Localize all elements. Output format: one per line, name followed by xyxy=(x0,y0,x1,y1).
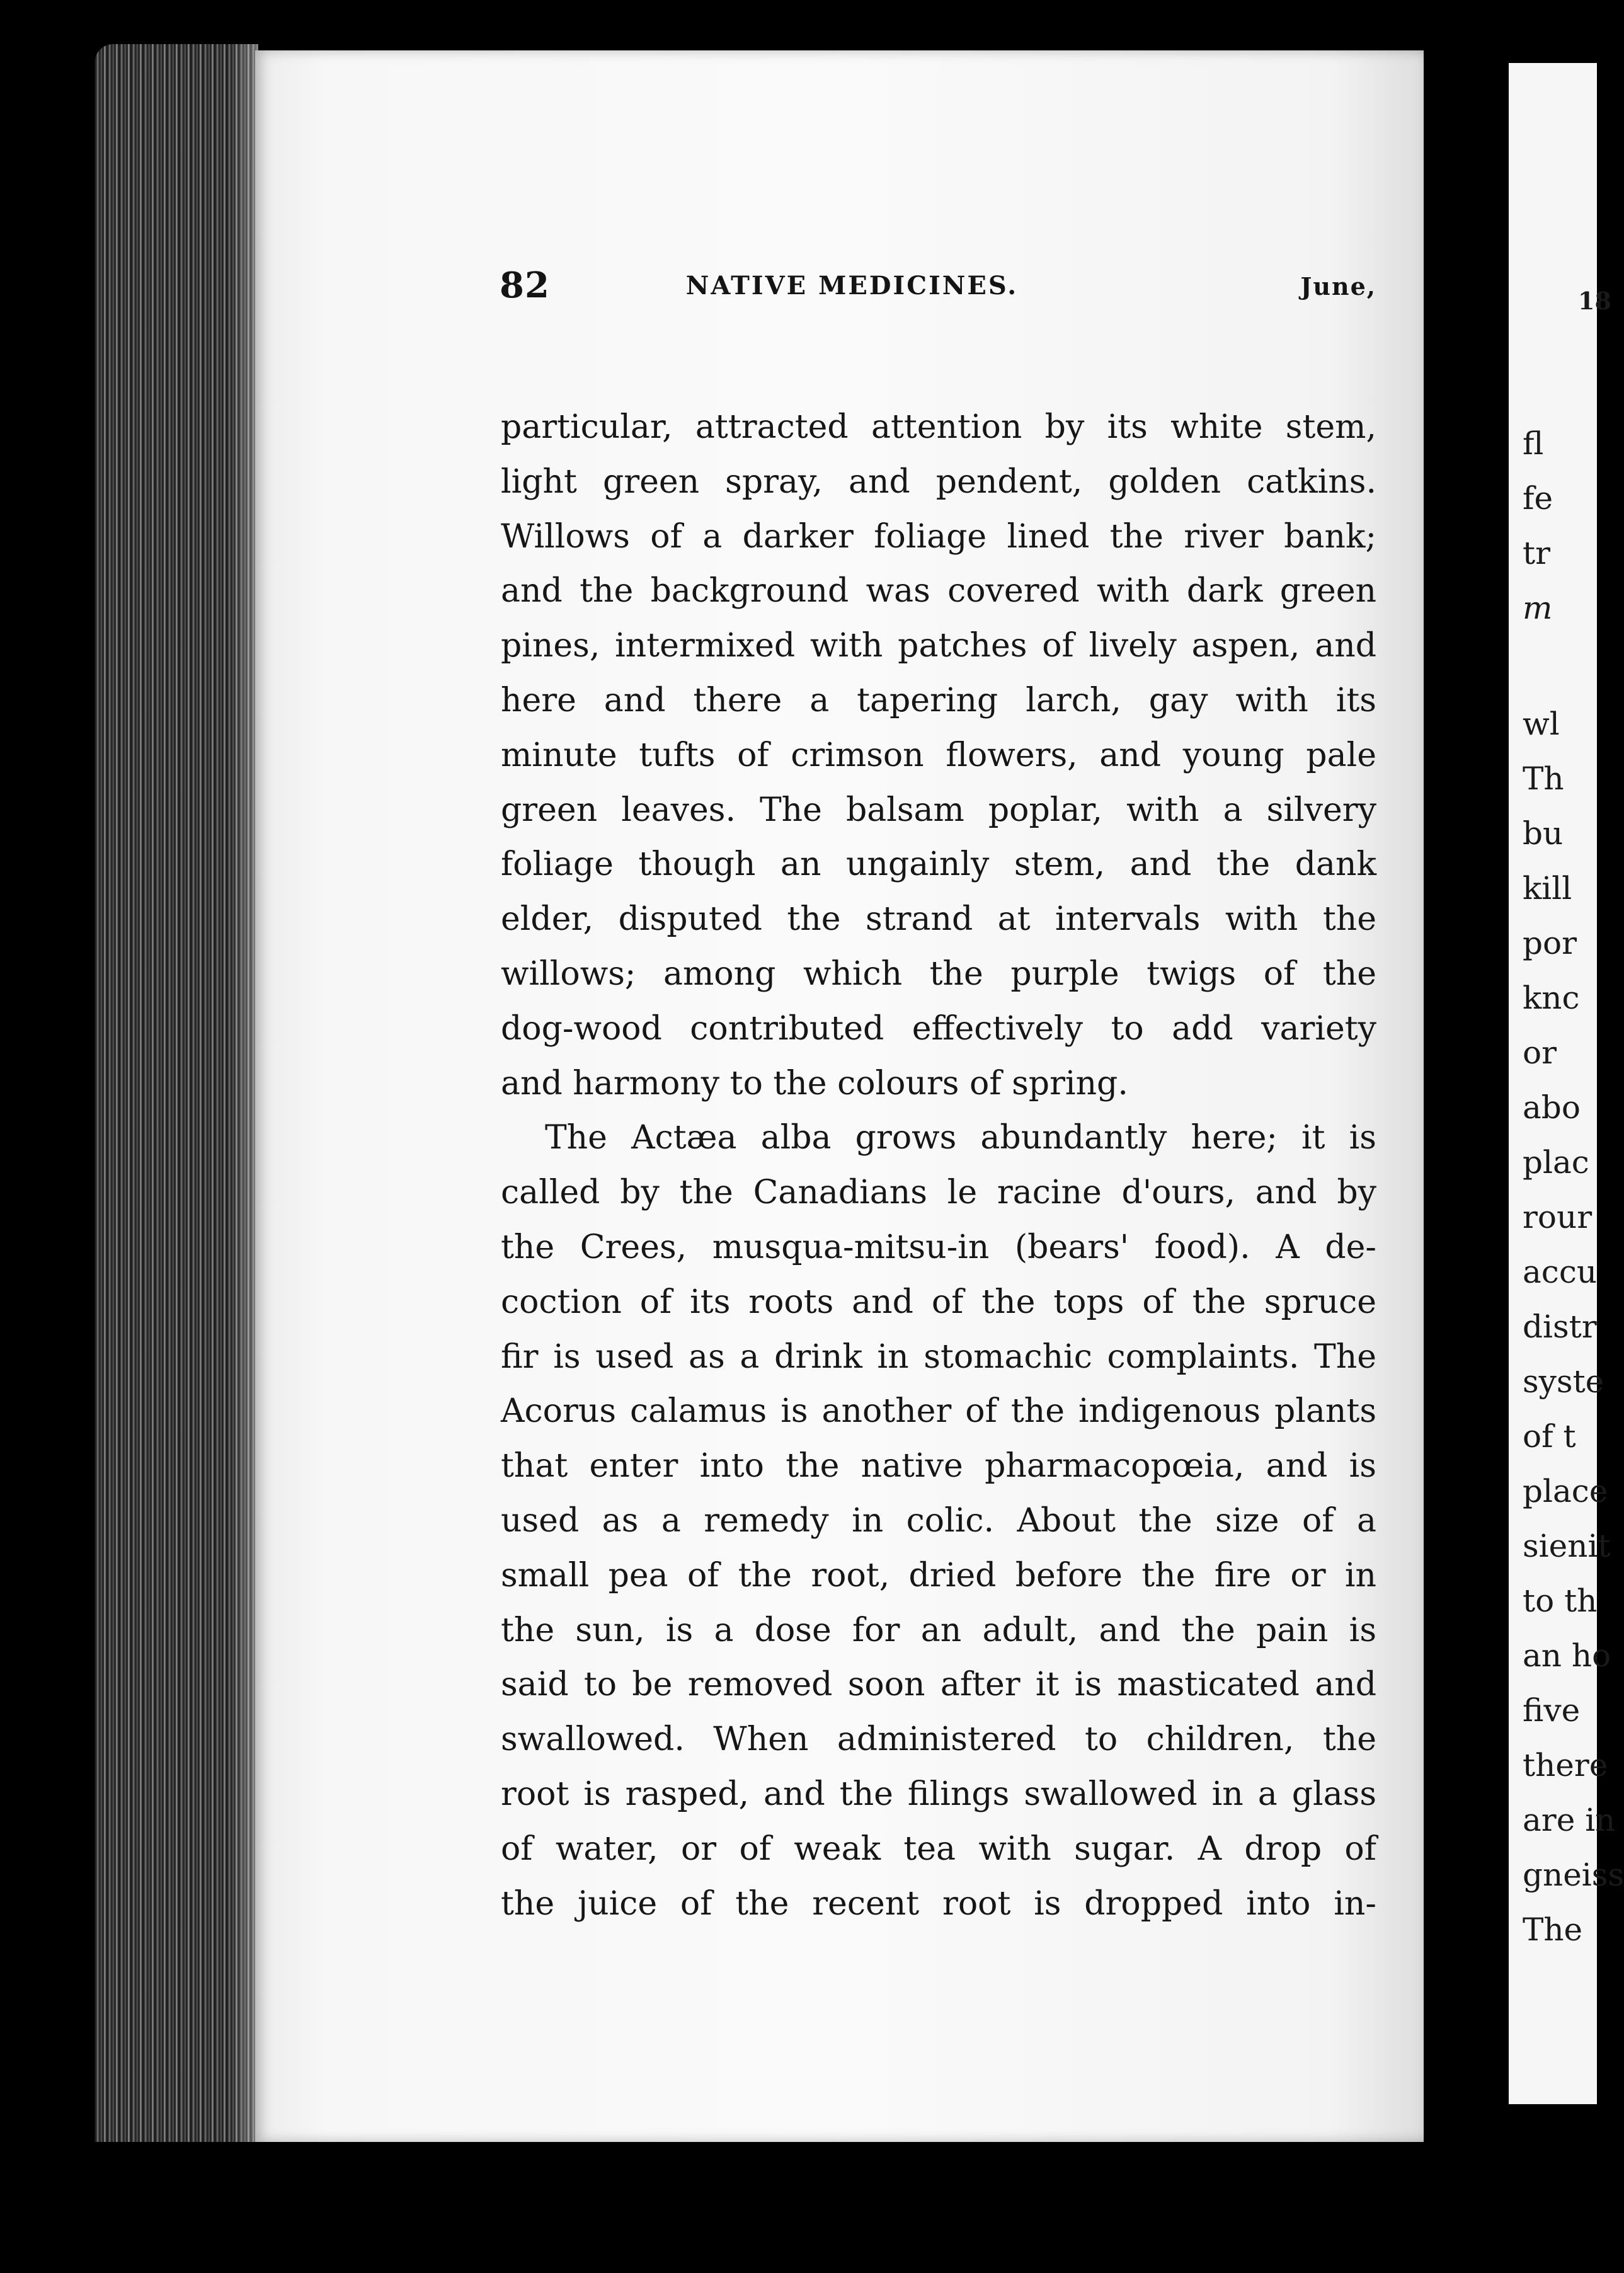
facing-text-line: knc xyxy=(1523,980,1580,1016)
text-line: used as a remedy in colic. About the size of a xyxy=(501,1501,1376,1540)
facing-text-line: Th xyxy=(1523,760,1564,797)
text-line: that enter into the native pharmacopœia, and is xyxy=(501,1447,1376,1486)
facing-text-line: accu xyxy=(1523,1254,1598,1290)
text-line: particular, attracted attention by its white stem, xyxy=(501,408,1376,446)
facing-text-line: wl xyxy=(1523,706,1560,742)
facing-text-line: to th xyxy=(1523,1583,1598,1619)
page-number: 82 xyxy=(500,265,550,306)
facing-text-line: are in xyxy=(1523,1802,1616,1838)
facing-text-line: an ho xyxy=(1523,1637,1611,1674)
facing-text-line: place xyxy=(1523,1473,1608,1509)
text-line: willows; among which the purple twigs of the xyxy=(501,954,1376,993)
facing-text-line: kill xyxy=(1523,870,1572,907)
text-line: The Actæa alba grows abundantly here; it is xyxy=(545,1119,1376,1157)
facing-text-line: there xyxy=(1523,1747,1608,1783)
facing-text-line: distr xyxy=(1523,1308,1597,1345)
text-line: the Crees, musqua-mitsu-in (bears' food). A de- xyxy=(501,1228,1376,1266)
facing-text-line: five xyxy=(1523,1692,1581,1729)
text-line: and harmony to the colours of spring. xyxy=(501,1064,1128,1102)
facing-running-head: 18 xyxy=(1578,287,1611,315)
text-line: root is rasped, and the filings swallowed in a glass xyxy=(501,1775,1376,1813)
running-title: NATIVE MEDICINES. xyxy=(685,271,1019,301)
facing-text-line: tr xyxy=(1523,535,1550,571)
text-line: Acorus calamus is another of the indigenous plants xyxy=(501,1392,1376,1431)
facing-text-line: The xyxy=(1523,1911,1583,1948)
facing-text-line: syste xyxy=(1523,1363,1604,1400)
page-body-text xyxy=(501,400,1376,1931)
running-date: June, xyxy=(1300,272,1376,301)
text-line: minute tufts of crimson flowers, and young pale xyxy=(501,736,1376,774)
facing-text-line: fe xyxy=(1523,480,1553,517)
facing-text-line: m xyxy=(1523,590,1553,626)
text-line: elder, disputed the strand at intervals with the xyxy=(501,900,1376,939)
text-line: said to be removed soon after it is masticated and xyxy=(501,1666,1376,1704)
text-line: called by the Canadians le racine d'ours, and by xyxy=(501,1174,1376,1212)
text-line: fir is used as a drink in stomachic complaints. The xyxy=(501,1337,1376,1376)
text-line: Willows of a darker foliage lined the river bank; xyxy=(501,517,1376,556)
facing-text-line: abo xyxy=(1523,1089,1581,1126)
text-line: of water, or of weak tea with sugar. A drop of xyxy=(501,1829,1376,1868)
text-line: the juice of the recent root is dropped into in- xyxy=(501,1884,1376,1923)
text-line: the sun, is a dose for an adult, and the pain is xyxy=(501,1611,1376,1649)
facing-text-line: or xyxy=(1523,1034,1557,1071)
text-line: foliage though an ungainly stem, and the dank xyxy=(501,845,1376,884)
facing-text-line: of t xyxy=(1523,1418,1576,1455)
facing-text-line: rour xyxy=(1523,1199,1593,1235)
text-line: small pea of the root, dried before the fire or in xyxy=(501,1556,1376,1595)
text-line: coction of its roots and of the tops of the spruce xyxy=(501,1283,1376,1321)
text-line: pines, intermixed with patches of lively aspen, and xyxy=(501,627,1376,665)
book-page-edges xyxy=(94,44,258,2142)
facing-text-line: bu xyxy=(1523,815,1564,852)
facing-text-line: gneiss xyxy=(1523,1857,1624,1893)
facing-text-line: fl xyxy=(1523,425,1544,462)
text-line: dog-wood contributed effectively to add variety xyxy=(501,1009,1376,1048)
text-line: here and there a tapering larch, gay with its xyxy=(501,681,1376,719)
text-line: light green spray, and pendent, golden catkins. xyxy=(501,462,1376,501)
facing-page-fragment xyxy=(1509,63,1624,2104)
facing-text-line: sienit xyxy=(1523,1528,1611,1564)
text-line: and the background was covered with dark green xyxy=(501,572,1376,610)
text-line: swallowed. When administered to children, the xyxy=(501,1720,1376,1759)
facing-text-line: plac xyxy=(1523,1144,1589,1181)
facing-text-line: por xyxy=(1523,925,1577,961)
text-line: green leaves. The balsam poplar, with a silvery xyxy=(501,791,1376,829)
left-page xyxy=(255,50,1424,2142)
